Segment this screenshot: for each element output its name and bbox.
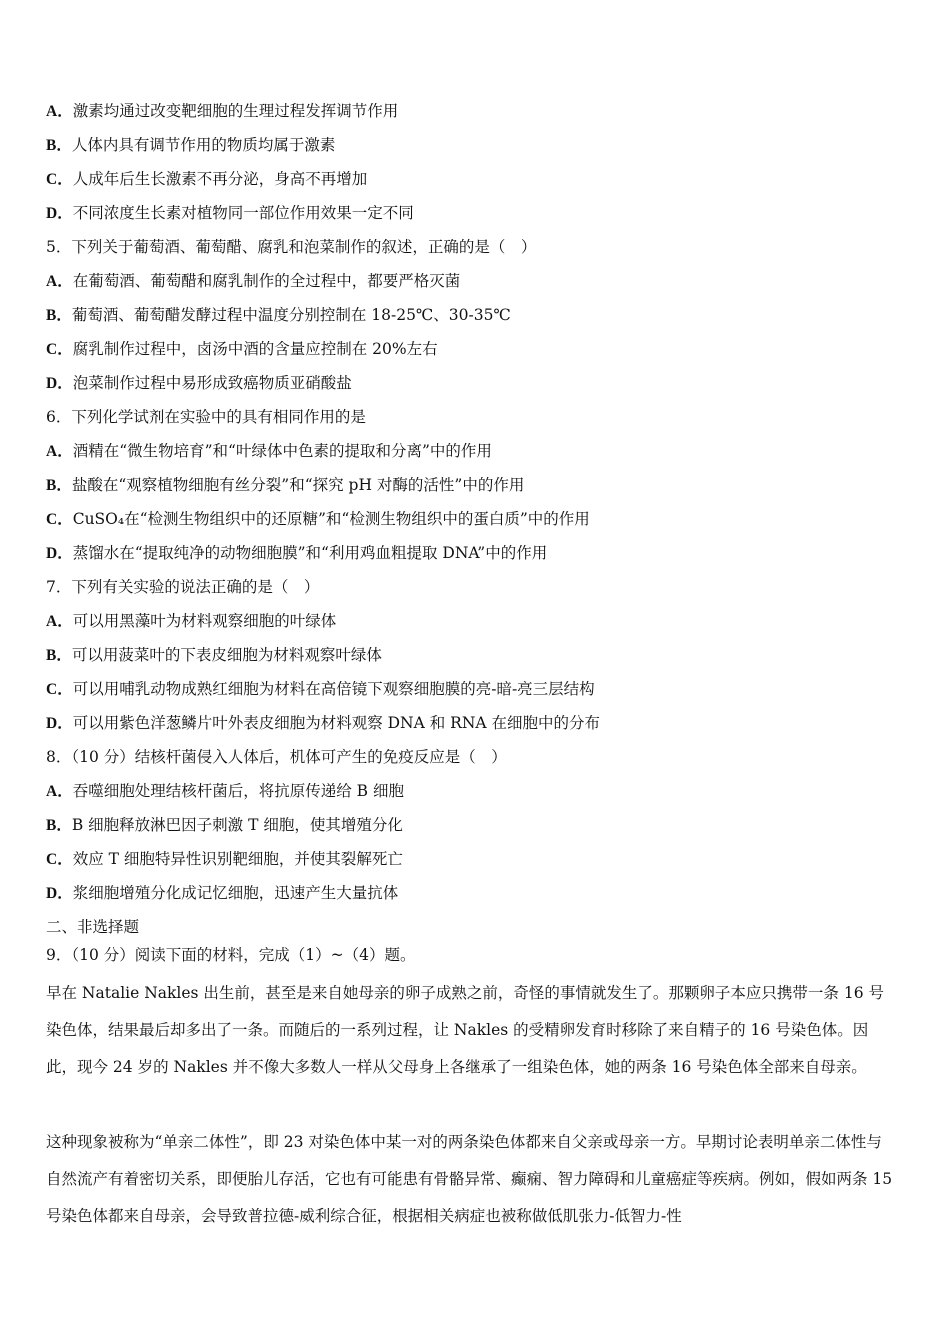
option-label: C． <box>46 851 73 868</box>
option-label: A． <box>46 273 73 290</box>
option-text: 酒精在“微生物培育”和“叶绿体中色素的提取和分离”中的作用 <box>72 442 492 460</box>
q4-option-a <box>46 100 398 123</box>
q6-stem: 6．下列化学试剂在实验中的具有相同作用的是 <box>46 408 366 426</box>
q7-option-a <box>46 610 336 633</box>
q5-option-a <box>46 270 460 293</box>
option-text: 蒸馏水在“提取纯净的动物细胞膜”和“利用鸡血粗提取 DNA”中的作用 <box>72 544 548 562</box>
option-label: A． <box>46 103 73 120</box>
option-text: B 细胞释放淋巴因子刺激 T 细胞，使其增殖分化 <box>71 816 403 834</box>
q8-option-d <box>46 882 398 905</box>
option-label: B． <box>46 137 72 154</box>
option-text: 盐酸在“观察植物细胞有丝分裂”和“探究 pH 对酶的活性”中的作用 <box>71 476 525 494</box>
q6-option-d <box>46 542 547 565</box>
option-text: 可以用哺乳动物成熟红细胞为材料在高倍镜下观察细胞膜的亮-暗-亮三层结构 <box>72 680 595 698</box>
option-text: 泡菜制作过程中易形成致癌物质亚硝酸盐 <box>72 374 352 392</box>
option-label: D． <box>46 205 73 222</box>
q7-option-c <box>46 678 595 701</box>
q8-stem: 8．（10 分）结核杆菌侵入人体后，机体可产生的免疫反应是（ ） <box>46 748 507 766</box>
option-label: C． <box>46 171 73 188</box>
q6-option-b <box>46 474 524 497</box>
option-label: B． <box>46 817 72 834</box>
option-label: C． <box>46 341 73 358</box>
option-label: C． <box>46 681 73 698</box>
q7-option-d <box>46 712 600 735</box>
option-text: 葡萄酒、葡萄醋发酵过程中温度分别控制在 18-25℃、30-35℃ <box>71 306 511 324</box>
q5-option-b <box>46 304 511 327</box>
option-text: 浆细胞增殖分化成记忆细胞，迅速产生大量抗体 <box>72 884 399 902</box>
q9-paragraph-1: 早在 Natalie Nakles 出生前，甚至是来自她母亲的卵子成熟之前，奇怪的事情就发生了。那颗卵子本应只携带一条 16 号染色体，结果最后却多出了一条。而随后的一系列过程，让 Nakles 的受精卵发育时移除了来自精子的 16 号染色体。因此，现今 24 岁的 Nakles 并不像大多数人一样从父母身上各继承了一组染色体，她的两条 16 号染色体全部来自母亲。 <box>46 984 885 1076</box>
q6-option-a <box>46 440 492 463</box>
option-label: B． <box>46 307 72 324</box>
option-label: D． <box>46 545 73 562</box>
q6-option-c <box>46 508 590 531</box>
option-label: D． <box>46 715 73 732</box>
option-label: D． <box>46 885 73 902</box>
option-label: A． <box>46 443 73 460</box>
option-text: 可以用黑藻叶为材料观察细胞的叶绿体 <box>72 612 337 630</box>
option-text: 效应 T 细胞特异性识别靶细胞，并使其裂解死亡 <box>72 850 403 868</box>
option-label: D． <box>46 375 73 392</box>
q9-stem: 9．（10 分）阅读下面的材料，完成（1）~（4）题。 <box>46 946 416 964</box>
q8-option-c <box>46 848 403 871</box>
option-text: 人体内具有调节作用的物质均属于激素 <box>71 136 336 154</box>
option-text: 人成年后生长激素不再分泌，身高不再增加 <box>72 170 368 188</box>
q7-option-b <box>46 644 382 667</box>
q5-stem: 5．下列关于葡萄酒、葡萄醋、腐乳和泡菜制作的叙述，正确的是（ ） <box>46 238 537 256</box>
option-label: B． <box>46 477 72 494</box>
option-text: 吞噬细胞处理结核杆菌后，将抗原传递给 B 细胞 <box>72 782 404 800</box>
option-label: A． <box>46 613 73 630</box>
option-text: 腐乳制作过程中，卤汤中酒的含量应控制在 20%左右 <box>72 340 438 358</box>
q7-stem: 7．下列有关实验的说法正确的是（ ） <box>46 578 320 596</box>
q8-option-b <box>46 814 403 837</box>
q4-option-b <box>46 134 335 157</box>
section-heading: 二、非选择题 <box>46 918 140 936</box>
q5-option-c <box>46 338 438 361</box>
option-text: 激素均通过改变靶细胞的生理过程发挥调节作用 <box>72 102 399 120</box>
q4-option-d <box>46 202 414 225</box>
q5-option-d <box>46 372 352 395</box>
q9-paragraph-2: 这种现象被称为“单亲二体性”，即 23 对染色体中某一对的两条染色体都来自父亲或母亲一方。早期讨论表明单亲二体性与自然流产有着密切关系，即便胎儿存活，它也有可能患有骨骼异常、癫痫、智力障碍和儿童癌症等疾病。例如，假如两条 15 号染色体都来自母亲，会导致普拉德-威利综合征，根据相关病症也被称做低肌张力-低智力-性 <box>46 1133 893 1225</box>
option-label: B． <box>46 647 72 664</box>
option-label: C． <box>46 511 73 528</box>
option-text: 可以用紫色洋葱鳞片叶外表皮细胞为材料观察 DNA 和 RNA 在细胞中的分布 <box>72 714 601 732</box>
option-label: A． <box>46 783 73 800</box>
option-text: 在葡萄酒、葡萄醋和腐乳制作的全过程中，都要严格灭菌 <box>72 272 461 290</box>
option-text: CuSO₄在“检测生物组织中的还原糖”和“检测生物组织中的蛋白质”中的作用 <box>72 510 590 528</box>
q8-option-a <box>46 780 404 803</box>
q4-option-c <box>46 168 367 191</box>
option-text: 不同浓度生长素对植物同一部位作用效果一定不同 <box>72 204 414 222</box>
option-text: 可以用菠菜叶的下表皮细胞为材料观察叶绿体 <box>71 646 382 664</box>
